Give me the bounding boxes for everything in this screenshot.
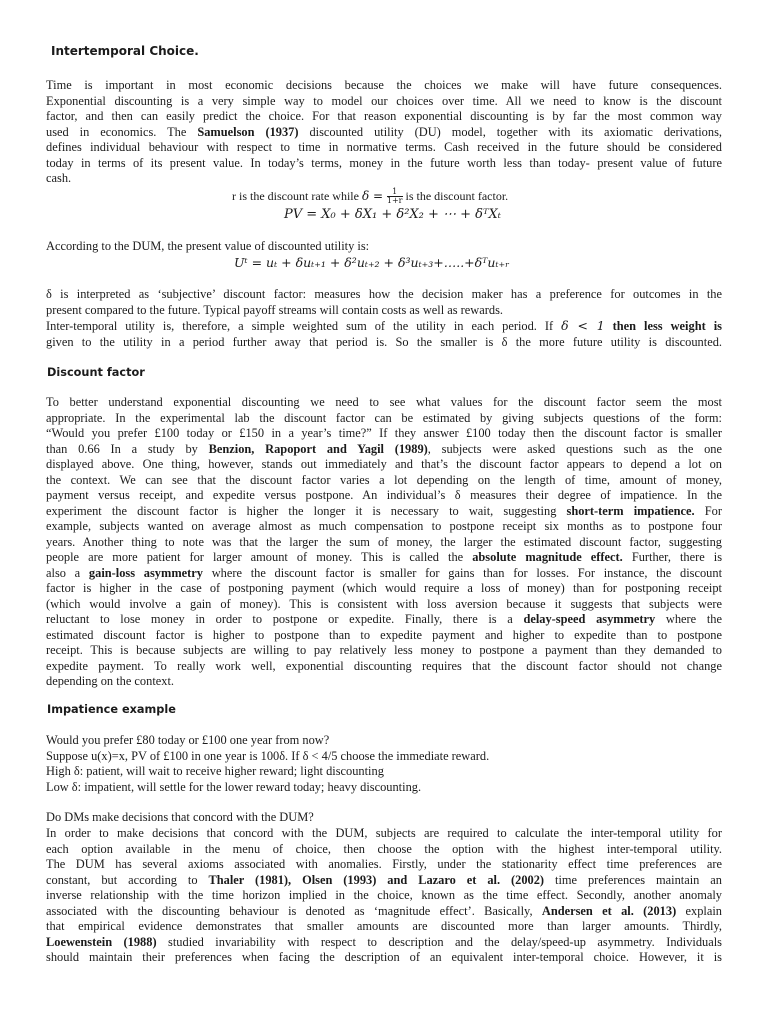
discussion-line: inverse relationship with the time horizon implied in the choice, known as the time effect. Secondly, another anomaly <box>46 888 722 902</box>
discussion-line: associated with the discounting behaviour is denoted as ‘magnitude effect’. Basically, Andersen et al. (2013) explain <box>46 903 722 918</box>
discount-line: “Would you prefer £100 today or £150 in a year’s time?” If they answer £100 today then the discount factor is smaller <box>46 426 722 440</box>
impatience-paragraph <box>46 733 722 795</box>
reference-bold: Samuelson (1937) <box>197 124 299 139</box>
discount-line: years. Another thing to note was that the larger the sum of money, the larger the estimated discount factor, suggesting <box>46 534 722 549</box>
heading-impatience-example: Impatience example <box>47 703 176 716</box>
discount-rate-line: r is the discount rate while δ = $\frac{1}{1+r}$ is the discount factor. <box>232 187 509 205</box>
impatience-line: Would you prefer £80 today or £100 one year from now? <box>46 733 330 747</box>
delta-line: δ is interpreted as ‘subjective’ discount factor: measures how the decision maker has a preference for outcomes in the <box>46 287 722 301</box>
discussion-line: should maintain their preferences when facing the description of an equivalent inter-temporal choice. However, it is <box>46 950 722 964</box>
intro-line: defines individual behaviour with respect to time in normative terms. Cash received in the future should be considered <box>46 140 722 154</box>
fraction: $\frac{1}{1+r}$ <box>386 187 403 205</box>
discount-line: example, subjects wanted on average almost as much compensation to postpone receipt six months as to postpone four <box>46 519 722 533</box>
discount-line: receipt. This is because subjects are willing to pay relatively less money to postpone a payment than they demanded to <box>46 643 722 657</box>
dum-formula: Uᵗ = uₜ + δuₜ₊₁ + δ²uₜ₊₂ + δ³uₜ₊₃+…..+δᵀuₜ₊ᵣ <box>234 255 510 270</box>
reference-bold: delay-speed asymmetry <box>523 612 656 626</box>
intro-line: cash. <box>46 171 72 185</box>
discount-line: also a gain-loss asymmetry where the discount factor is smaller for gains than for losses. For instance, the discount <box>46 565 723 580</box>
dum-discussion-paragraph <box>46 826 722 966</box>
intro-line: factor, and then can easily predict the choice. For that reason exponential discounting is by far the most common way <box>46 109 722 123</box>
heading-discount-factor: Discount factor <box>47 366 145 379</box>
delta-line: present compared to the future. Typical payoff streams will contain costs as well as rewards. <box>46 302 503 317</box>
reference-bold: Benzion, Rapoport and Yagil (1989) <box>208 441 428 456</box>
reference-bold: Thaler (1981), Olsen (1993) and Lazaro et al. (2002) <box>208 872 545 887</box>
discount-line: factor is higher in the case of postponing payment (which would require a loss of money) than for postponing receipt <box>46 581 722 595</box>
discount-line: than 0.66 In a study by Benzion, Rapoport and Yagil (1989), subjects were asked questions such as the one <box>46 441 722 456</box>
intro-line: today in terms of its present value. In today’s terms, money in the future worth less than today- present value of future <box>46 155 722 170</box>
question-line: Do DMs make decisions that concord with the DUM? <box>46 810 314 824</box>
dum-intro: According to the DUM, the present value of discounted utility is: <box>46 239 370 253</box>
discussion-line: The DUM has several axioms associated with anomalies. Firstly, under the stationarity effect time preferences are <box>46 857 722 871</box>
discussion-line: that empirical evidence demonstrates that smaller amounts are discounted more than larger amounts. Thirdly, <box>46 919 722 933</box>
delta-paragraph <box>46 287 722 350</box>
pv-formula: PV = X₀ + δX₁ + δ²X₂ + ⋯ + δᵀXₜ <box>284 207 501 222</box>
reference-bold: Loewenstein (1988) <box>46 934 157 949</box>
impatience-line: Suppose u(x)=x, PV of £100 in one year is 100δ. If δ < 4/5 choose the immediate reward. <box>46 748 490 763</box>
discount-line: experiment the discount factor is higher the longer it is necessary to wait, suggesting short-term impatience. For <box>46 503 722 518</box>
discount-line: estimated discount factor is higher to postpone than to expedite payment and higher to expedite than to postpone <box>46 627 722 642</box>
reference-bold: absolute magnitude effect. <box>472 550 623 564</box>
discount-line: the context. We can see that the discount factor varies a lot depending on the length of time, amount of money, <box>46 472 722 487</box>
intro-paragraph <box>46 78 722 187</box>
discussion-line: In order to make decisions that concord with the DUM, subjects are required to calculate the inter-temporal utility for <box>46 826 722 840</box>
discount-line: displayed above. One thing, however, stands out immediately and that’s the discount factor appears to depend a lot on <box>46 457 722 471</box>
impatience-line: Low δ: impatient, will settle for the lower reward today; heavy discounting. <box>46 779 422 794</box>
discount-line: expedite payment. To really work well, exponential discounting requires that the discount factor should not change <box>46 658 722 673</box>
discount-line: people are more patient for larger amount of money. This is called the absolute magnitude effect. Further, there is <box>46 550 723 564</box>
discount-line: (which would involve a gain of money). This is consistent with loss aversion because it suggests that subjects were <box>46 596 722 611</box>
discount-paragraph <box>46 395 722 690</box>
discount-line: reluctant to lose money in order to postpone or expedite. Finally, there is a delay-speed asymmetry where the <box>46 612 722 626</box>
impatience-line: High δ: patient, will wait to receive higher reward; light discounting <box>46 764 384 778</box>
discount-line: appropriate. In the experimental lab the discount factor can be estimated by giving subjects questions of the form: <box>46 410 722 425</box>
reference-bold: gain-loss asymmetry <box>88 565 203 580</box>
discussion-line: each option available in the menu of choice, then choose the option with the highest inter-temporal utility. <box>46 841 722 856</box>
intro-line: Time is important in most economic decisions because the choices we make will have future consequences. <box>46 78 722 92</box>
discount-line: To better understand exponential discounting we need to see what values for the discount factor seem the most <box>46 395 722 409</box>
delta-line: given to the utility in a period further away that period is. So the smaller is δ the more future utility is discounted. <box>46 334 722 349</box>
discussion-line: constant, but according to Thaler (1981), Olsen (1993) and Lazaro et al. (2002) time preferences maintain an <box>46 872 722 887</box>
delta-line: Inter-temporal utility is, therefore, a simple weighted sum of the utility in each period. If δ < 1 then less weight is <box>46 318 722 333</box>
reference-bold: short-term impatience. <box>566 503 695 518</box>
discussion-line: Loewenstein (1988) studied invariability with respect to description and the delay/speed-up asymmetry. Individuals <box>46 934 722 949</box>
intro-line: Exponential discounting is a very simple way to model our choices over time. All we need to know is the discount <box>46 93 722 108</box>
intro-line: used in economics. The Samuelson (1937) discounted utility (DU) model, together with its axiomatic derivations, <box>46 124 722 139</box>
discount-line: depending on the context. <box>46 674 175 688</box>
reference-bold: Andersen et al. (2013) <box>541 903 677 918</box>
page-title: Intertemporal Choice. <box>51 44 199 58</box>
discount-line: payment versus receipt, and expedite versus postpone. An individual’s δ measures their degree of impatience. In the <box>46 488 722 502</box>
